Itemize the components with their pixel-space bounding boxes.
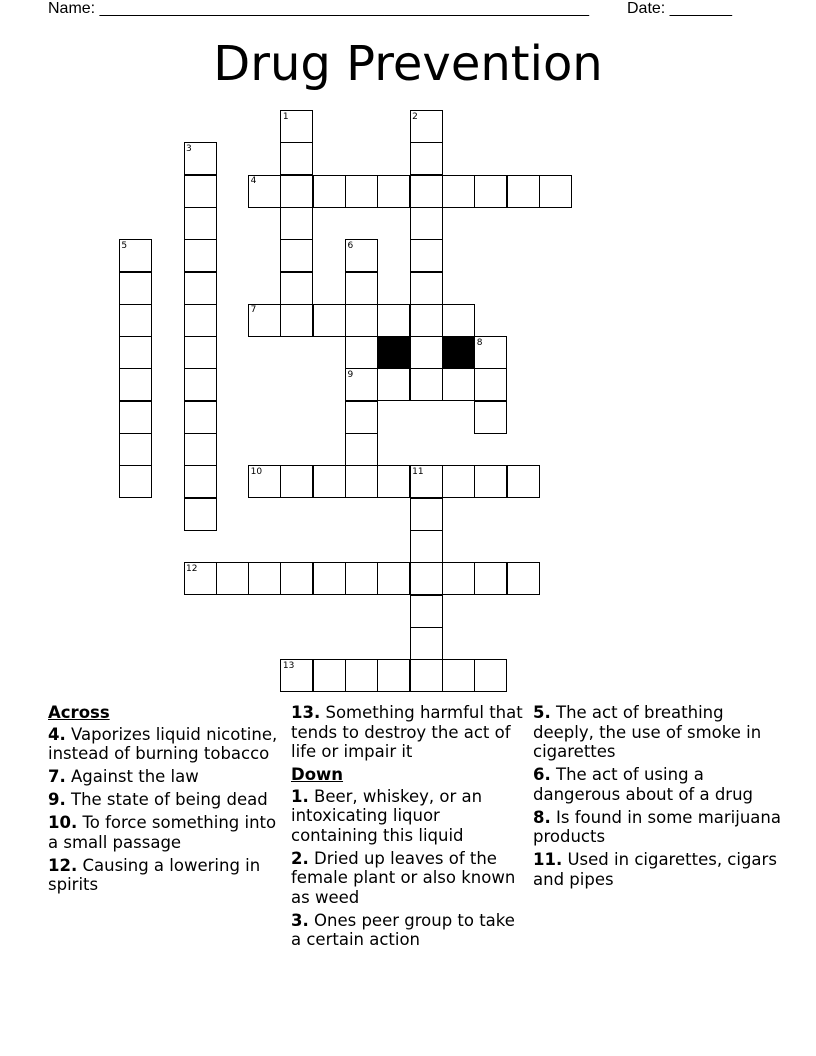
clue-across-10 xyxy=(48,813,283,852)
crossword-cell[interactable] xyxy=(474,175,507,208)
cell-number-1: 1 xyxy=(282,111,289,122)
clue-text: The act of breathing deeply, the use of smoke in cigarettes xyxy=(533,703,762,761)
crossword-cell[interactable] xyxy=(410,336,443,369)
crossword-cell[interactable] xyxy=(184,465,217,498)
cell-number-4: 4 xyxy=(250,176,257,187)
cell-number-6: 6 xyxy=(347,240,354,251)
crossword-cell[interactable] xyxy=(507,175,540,208)
crossword-cell[interactable] xyxy=(184,336,217,369)
crossword-cell[interactable] xyxy=(313,465,346,498)
crossword-cell[interactable] xyxy=(184,368,217,401)
crossword-cell[interactable] xyxy=(184,304,217,337)
clue-number: 8. xyxy=(533,807,551,827)
clue-number: 11. xyxy=(533,850,563,869)
crossword-cell[interactable] xyxy=(410,175,443,208)
clue-down-6 xyxy=(533,765,783,804)
crossword-cell[interactable] xyxy=(410,142,443,175)
clue-down-5 xyxy=(533,703,783,762)
cell-number-2: 2 xyxy=(412,111,418,122)
crossword-cell[interactable] xyxy=(377,304,410,337)
crossword-cell[interactable] xyxy=(345,659,378,692)
clue-text: Causing a lowering in spirits xyxy=(48,855,261,894)
crossword-cell[interactable] xyxy=(313,562,346,595)
crossword-cell[interactable] xyxy=(410,207,443,240)
clue-text: The act of using a dangerous about of a drug xyxy=(533,765,754,804)
clue-text: Used in cigarettes, cigars and pipes xyxy=(533,850,777,889)
clue-number: 2. xyxy=(291,848,309,868)
crossword-cell[interactable] xyxy=(313,175,346,208)
cell-number-12: 12 xyxy=(186,563,198,574)
clue-down-3 xyxy=(291,911,526,950)
crossword-cell[interactable] xyxy=(377,368,410,401)
crossword-cell[interactable] xyxy=(184,272,217,305)
page-title: Drug Prevention xyxy=(213,36,603,92)
crossword-cell[interactable] xyxy=(474,659,507,692)
crossword-black-cell xyxy=(377,336,410,369)
clue-number: 10. xyxy=(48,813,78,832)
crossword-cell[interactable] xyxy=(442,304,475,337)
cell-number-7: 7 xyxy=(250,305,257,316)
clue-across-9 xyxy=(48,790,283,810)
clue-down-1 xyxy=(291,787,526,846)
crossword-cell[interactable] xyxy=(184,433,217,466)
clue-number: 1. xyxy=(291,786,309,806)
across-heading: Across xyxy=(48,703,110,722)
crossword-cell[interactable] xyxy=(377,659,410,692)
clue-text: Something harmful that tends to destroy the act of life or impair it xyxy=(291,703,523,761)
crossword-cell[interactable] xyxy=(184,207,217,240)
name-field-line[interactable]: Name: _______________________________________________________ xyxy=(48,0,589,17)
crossword-black-cell xyxy=(442,336,475,369)
crossword-cell[interactable] xyxy=(377,175,410,208)
cell-number-3: 3 xyxy=(186,143,192,154)
crossword-cell[interactable] xyxy=(280,465,313,498)
crossword-cell[interactable] xyxy=(184,498,217,531)
clue-across-7 xyxy=(48,767,283,787)
crossword-cell[interactable] xyxy=(410,368,443,401)
cell-number-10: 10 xyxy=(250,466,263,477)
clue-text: Vaporizes liquid nicotine, instead of burning tobacco xyxy=(48,724,278,763)
crossword-cell[interactable] xyxy=(119,336,152,369)
clue-number: 13. xyxy=(291,703,321,722)
crossword-cell[interactable] xyxy=(280,562,313,595)
crossword-cell[interactable] xyxy=(248,562,281,595)
clue-text: Is found in some marijuana products xyxy=(533,807,781,846)
clue-number: 6. xyxy=(533,765,551,784)
crossword-cell[interactable] xyxy=(474,465,507,498)
clue-text: Dried up leaves of the female plant or also known as weed xyxy=(291,848,516,907)
date-field-line[interactable]: Date: _______ xyxy=(627,0,732,17)
crossword-cell[interactable] xyxy=(377,562,410,595)
clue-number: 7. xyxy=(48,767,66,786)
crossword-cell[interactable] xyxy=(184,175,217,208)
clue-down-8 xyxy=(533,808,783,847)
clue-across-12 xyxy=(48,856,283,895)
crossword-cell[interactable] xyxy=(119,401,152,434)
clues-column-3 xyxy=(533,703,783,893)
crossword-cell[interactable] xyxy=(313,659,346,692)
crossword-cell[interactable] xyxy=(474,401,507,434)
crossword-cell[interactable] xyxy=(345,304,378,337)
crossword-cell[interactable] xyxy=(280,304,313,337)
crossword-cell[interactable] xyxy=(345,175,378,208)
crossword-cell[interactable] xyxy=(442,659,475,692)
crossword-cell[interactable] xyxy=(377,465,410,498)
clue-text: Ones peer group to take a certain action xyxy=(291,910,515,949)
clues-column-2 xyxy=(291,703,526,953)
crossword-cell[interactable] xyxy=(410,627,443,660)
crossword-cell[interactable] xyxy=(442,562,475,595)
clue-number: 12. xyxy=(48,855,78,875)
clue-across-4 xyxy=(48,725,283,764)
clue-across-13 xyxy=(291,703,526,762)
crossword-cell[interactable] xyxy=(119,433,152,466)
crossword-cell[interactable] xyxy=(410,659,443,692)
crossword-cell[interactable] xyxy=(474,368,507,401)
crossword-cell[interactable] xyxy=(474,562,507,595)
crossword-cell[interactable] xyxy=(410,272,443,305)
cell-number-5: 5 xyxy=(121,240,128,251)
crossword-cell[interactable] xyxy=(313,304,346,337)
clue-number: 5. xyxy=(533,703,551,722)
clue-down-11 xyxy=(533,850,783,889)
crossword-cell[interactable] xyxy=(280,175,313,208)
clue-text: To force something into a small passage xyxy=(48,813,277,852)
cell-number-9: 9 xyxy=(347,369,354,380)
crossword-cell[interactable] xyxy=(280,207,313,240)
crossword-cell[interactable] xyxy=(345,433,378,466)
crossword-cell[interactable] xyxy=(410,239,443,272)
crossword-cell[interactable] xyxy=(184,401,217,434)
crossword-cell[interactable] xyxy=(280,239,313,272)
crossword-cell[interactable] xyxy=(442,368,475,401)
crossword-cell[interactable] xyxy=(216,562,249,595)
crossword-cell[interactable] xyxy=(345,465,378,498)
crossword-cell[interactable] xyxy=(345,401,378,434)
crossword-cell[interactable] xyxy=(119,465,152,498)
crossword-cell[interactable] xyxy=(442,465,475,498)
crossword-cell[interactable] xyxy=(345,272,378,305)
crossword-cell[interactable] xyxy=(410,530,443,563)
crossword-cell[interactable] xyxy=(184,239,217,272)
crossword-cell[interactable] xyxy=(345,562,378,595)
clue-number: 9. xyxy=(48,790,66,809)
crossword-cell[interactable] xyxy=(410,595,443,628)
crossword-cell[interactable] xyxy=(410,562,443,595)
crossword-cell[interactable] xyxy=(410,304,443,337)
cell-number-8: 8 xyxy=(476,337,483,348)
down-heading: Down xyxy=(291,765,344,784)
clue-number: 4. xyxy=(48,724,66,744)
crossword-cell[interactable] xyxy=(507,465,540,498)
crossword-cell[interactable] xyxy=(280,272,313,305)
cell-number-11: 11 xyxy=(412,466,424,477)
clue-down-2 xyxy=(291,849,526,908)
crossword-cell[interactable] xyxy=(507,562,540,595)
clue-text: Beer, whiskey, or an intoxicating liquor containing this liquid xyxy=(291,786,483,845)
clue-number: 3. xyxy=(291,910,309,930)
crossword-cell[interactable] xyxy=(410,498,443,531)
clues-column-1 xyxy=(48,703,283,898)
crossword-cell[interactable] xyxy=(345,336,378,369)
crossword-cell[interactable] xyxy=(119,272,152,305)
crossword-cell[interactable] xyxy=(539,175,572,208)
crossword-cell[interactable] xyxy=(119,368,152,401)
crossword-cell[interactable] xyxy=(119,304,152,337)
crossword-cell[interactable] xyxy=(442,175,475,208)
clue-text: The state of being dead xyxy=(71,790,268,809)
cell-number-13: 13 xyxy=(282,660,295,671)
clue-text: Against the law xyxy=(71,767,199,786)
crossword-cell[interactable] xyxy=(280,142,313,175)
